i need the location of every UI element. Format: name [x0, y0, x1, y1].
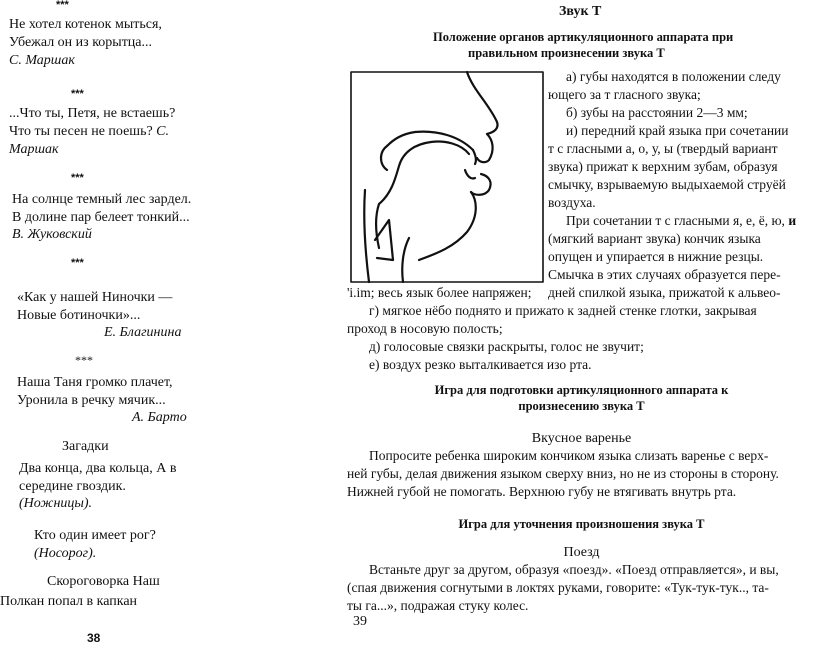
poem2-stars: ***: [71, 88, 84, 100]
diagram-frame: [351, 72, 543, 282]
poem1-stars: ***: [56, 0, 69, 11]
item-c-line4: смычку, взрываемую выдыхаемой струёй: [548, 177, 786, 192]
articulation-items-full: [347, 284, 816, 374]
nose-outline: [467, 72, 498, 134]
soft-palate: [381, 146, 387, 170]
game1-name: Вкусное варенье: [531, 431, 632, 446]
riddles-heading: Загадки: [62, 439, 109, 454]
item-c-line1: и) передний край языка при сочетании: [566, 123, 789, 138]
game2-text-line3: ты га...», подражая стуку колес.: [347, 598, 529, 613]
game2-text-line1: Встаньте друг за другом, образуя «поезд». «Поезд отправляется», и вы,: [369, 562, 779, 577]
riddle2-answer: (Носорог).: [34, 546, 97, 561]
game2-description: [347, 561, 816, 615]
item-e: е) воздух резко выталкивается изо рта.: [369, 357, 592, 372]
game2-heading: Игра для уточнения произношения звука Т: [458, 517, 705, 531]
item-c-line5: воздуха.: [548, 195, 596, 210]
item-g-line2: проход в носовую полость;: [347, 321, 503, 336]
game1-heading-line1: Игра для подготовки артикуляционного аппарата к: [434, 383, 729, 397]
pharynx-wall: [364, 190, 369, 282]
soft-variant-line6: 'i.im; весь язык более напряжен;: [347, 285, 532, 300]
poem4-line2: Новые ботиночки»...: [17, 308, 141, 323]
tongue-twister-line1: Скороговорка Наш: [47, 574, 160, 589]
right-page-number: 39: [353, 614, 367, 629]
poem5-line1: Наша Таня громко плачет,: [17, 375, 173, 390]
game1-description: [347, 447, 816, 501]
poem2-line2: Что ты песен не поешь? С.: [9, 124, 170, 139]
riddle2-text: Кто один имеет рог?: [34, 528, 156, 543]
item-g-line1: г) мягкое нёбо поднято и прижато к задней стенке глотки, закрывая: [369, 303, 757, 318]
riddle1-line2: середине гвоздик.: [19, 479, 126, 494]
poem3-author: В. Жуковский: [12, 227, 92, 242]
articulation-diagram: [349, 70, 545, 284]
item-c-line3: звука) прижат к верхним зубам, образуя: [548, 159, 778, 174]
game1-heading: [347, 382, 816, 414]
chin-outline: [419, 192, 476, 260]
poem3-line1: На солнце темный лес зардел.: [12, 192, 192, 207]
poem3-line2: В долине пар белеет тонкий...: [12, 210, 190, 225]
item-a-line2: ющего за т гласного звука;: [548, 87, 701, 102]
poem1-author: С. Маршак: [9, 53, 75, 68]
poem5-line2: Уронила в речку мячик...: [17, 393, 166, 408]
tongue-twister-line2: Полкан попал в капкан: [0, 594, 138, 609]
item-d: д) голосовые связки раскрыты, голос не звучит;: [369, 339, 644, 354]
game1-text-line1: Попросите ребенка широким кончиком языка слизать варенье с верх-: [369, 448, 769, 463]
poem1-line1: Не хотел котенок мыться,: [9, 17, 162, 32]
game2-text-line2: (спая движения согнутыми в локтях руками, говорите: «Тук-тук-тук.., та-: [347, 580, 769, 595]
poem4-author: Е. Благинина: [104, 325, 182, 340]
poem4-stars: ***: [71, 257, 84, 269]
item-b: б) зубы на расстоянии 2—3 мм;: [566, 105, 748, 120]
page-title: Звук Т: [559, 4, 602, 19]
soft-variant-line2: (мягкий вариант звука) кончик языка: [548, 231, 761, 246]
game1-heading-line2: произнесению звука Т: [518, 399, 645, 413]
riddle1-line1: Два конца, два кольца, А в: [19, 461, 177, 476]
upper-teeth: [473, 150, 476, 164]
lower-lip: [471, 174, 491, 195]
poem2-line1: ...Что ты, Петя, не встаешь?: [9, 106, 176, 121]
poem4-line1: «Как у нашей Ниночки —: [17, 290, 173, 305]
lower-teeth: [465, 170, 475, 179]
soft-variant-line5: дней спилкой языка, прижатой к альвео-: [548, 285, 781, 300]
upper-lip: [477, 134, 493, 162]
game2-name: Поезд: [563, 545, 600, 560]
section-heading-line2: правильном произнесении звука Т: [468, 46, 665, 60]
poem5-stars: ***: [75, 353, 93, 367]
soft-variant-line3: опущен и упирается в нижние резцы.: [548, 249, 764, 264]
game1-text-line3: Нижней губой не помогать. Верхнюю губу не втягивать внутрь рта.: [347, 484, 737, 499]
poem1-line2: Убежал он из корытца...: [9, 35, 153, 50]
left-page-number: 38: [87, 631, 101, 645]
riddle1-answer: (Ножницы).: [19, 496, 93, 511]
poem3-stars: ***: [71, 172, 84, 184]
larynx-front: [402, 238, 409, 282]
item-c-line2: т с гласными а, о, у, ы (твердый вариант: [548, 141, 778, 156]
soft-variant-line1: При сочетании т с гласными я, е, ё, ю, и: [566, 213, 797, 228]
soft-variant-line4: Смычка в этих случаях образуется пере-: [548, 267, 781, 282]
section-heading-line1: Положение органов артикуляционного аппарата при: [433, 30, 734, 44]
articulation-items-wrapped: [548, 68, 816, 302]
poem5-author: А. Барто: [132, 410, 187, 425]
game1-text-line2: ней губы, делая движения языком сверху вниз, но не из стороны в сторону.: [347, 466, 779, 481]
poem2-author: Маршак: [9, 142, 59, 157]
item-a-line1: а) губы находятся в положении следу: [566, 69, 781, 84]
